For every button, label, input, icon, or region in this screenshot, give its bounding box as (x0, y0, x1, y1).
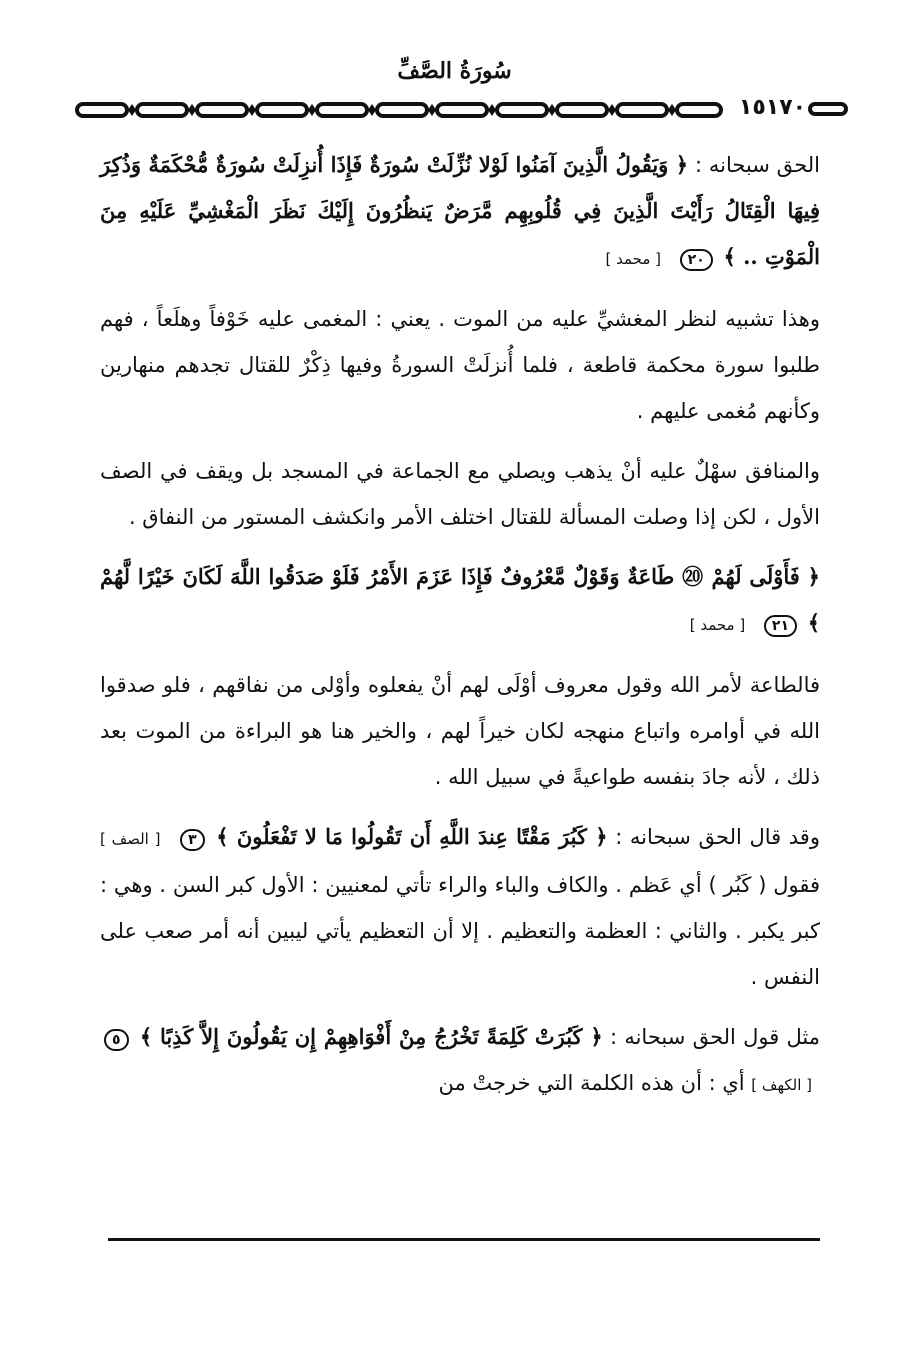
header-end-ornament (808, 102, 848, 116)
quran-verse: ﴿ كَبُرَتْ كَلِمَةً تَخْرُجُ مِنْ أَفْوَاهِهِمْ إِن يَقُولُونَ إِلاَّ كَذِبًا ﴾ (139, 1024, 603, 1049)
ayah-number: ٣ (180, 829, 205, 851)
surah-title: سُورَةُ الصَّفِّ (397, 58, 512, 84)
ayah-number: ٢١ (764, 615, 797, 637)
quran-verse: ﴿ كَبُرَ مَقْتًا عِندَ اللَّهِ أَن تَقُولُوا مَا لا تَفْعَلُونَ ﴾ (216, 824, 608, 849)
paragraph-continuation: أي : أن هذه الكلمة التي خرجتْ من (438, 1071, 745, 1095)
paragraph-1 (100, 142, 820, 282)
paragraph-continuation: فقول ( كَبُر ) أي عَظم . والكاف والباء والراء تأتي لمعنيين : الأول كبر السن . وهي : كبر يكبر . والثاني : العظمة والتعظيم . إلا أن التعظيم يأتي ليبين أنه أمر صعب على النفس . (100, 873, 820, 989)
paragraph-2 (100, 296, 820, 434)
surah-reference: [ محمد ] (605, 250, 661, 268)
surah-reference: [ الكهف ] (751, 1076, 812, 1094)
ayah-number: ٥ (104, 1029, 129, 1051)
decorative-chain-border (75, 100, 725, 120)
quran-verse: ﴿ فَأَوْلَى لَهُمْ ⑳ طَاعَةٌ وَقَوْلٌ مَّعْرُوفٌ فَإِذَا عَزَمَ الأَمْرُ فَلَوْ صَدَقُوا اللَّهَ لَكَانَ خَيْرًا لَّهُمْ ﴾ (100, 564, 820, 635)
paragraph-intro: الحق سبحانه : (694, 153, 820, 177)
paragraph-text: فالطاعة لأمر الله وقول معروف أوْلَى لهم أنْ يفعلوه وأوْلى من نفاقهم ، فلو صدقوا الله في أوامره واتباع منهجه لكان خيراً لهم ، والخير هنا هو البراءة من الموت بعد ذلك ، لأنه جادَ بنفسه طواعيةً في سبيل الله . (100, 673, 820, 789)
footer-rule (108, 1238, 820, 1241)
paragraph-4 (100, 554, 820, 648)
paragraph-text: والمنافق سهْلٌ عليه أنْ يذهب ويصلي مع الجماعة في المسجد بل ويقف في الصف الأول ، لكن إذا وصلت المسألة للقتال اختلف الأمر وانكشف المستور من النفاق . (100, 459, 820, 529)
ayah-number: ٢٠ (680, 249, 713, 271)
quran-verse: ﴿ وَيَقُولُ الَّذِينَ آمَنُوا لَوْلا نُزِّلَتْ سُورَةٌ فَإِذَا أُنزِلَتْ سُورَةٌ مُّحْكَمَةٌ وَذُكِرَ فِيهَا الْقِتَالُ رَأَيْتَ الَّذِينَ فِي قُلُوبِهِم مَّرَضٌ يَنظُرُونَ إِلَيْكَ نَظَرَ الْمَغْشِيِّ عَلَيْهِ مِنَ الْمَوْتِ .. ﴾ (100, 152, 820, 269)
paragraph-6 (100, 814, 820, 1000)
paragraph-intro: وقد قال الحق سبحانه : (615, 825, 820, 849)
paragraph-7 (100, 1014, 820, 1108)
paragraph-3 (100, 448, 820, 540)
surah-reference: [ محمد ] (689, 616, 746, 634)
page-body (100, 142, 820, 1122)
page-number: ١٥١٧٠ (738, 95, 807, 120)
paragraph-text: وهذا تشبيه لنظر المغشيِّ عليه من الموت . يعني : المغمى عليه خَوْفاً وهلَعاً ، فهم طلبوا سورة محكمة قاطعة ، فلما أُنزلَتْ السورةُ وفيها ذِكْرٌ للقتال تجدهم منهارين وكأنهم مُغمى عليهم . (100, 307, 820, 423)
paragraph-5 (100, 662, 820, 800)
surah-reference: [ الصف ] (100, 830, 161, 848)
paragraph-intro: مثل قول الحق سبحانه : (610, 1025, 821, 1049)
